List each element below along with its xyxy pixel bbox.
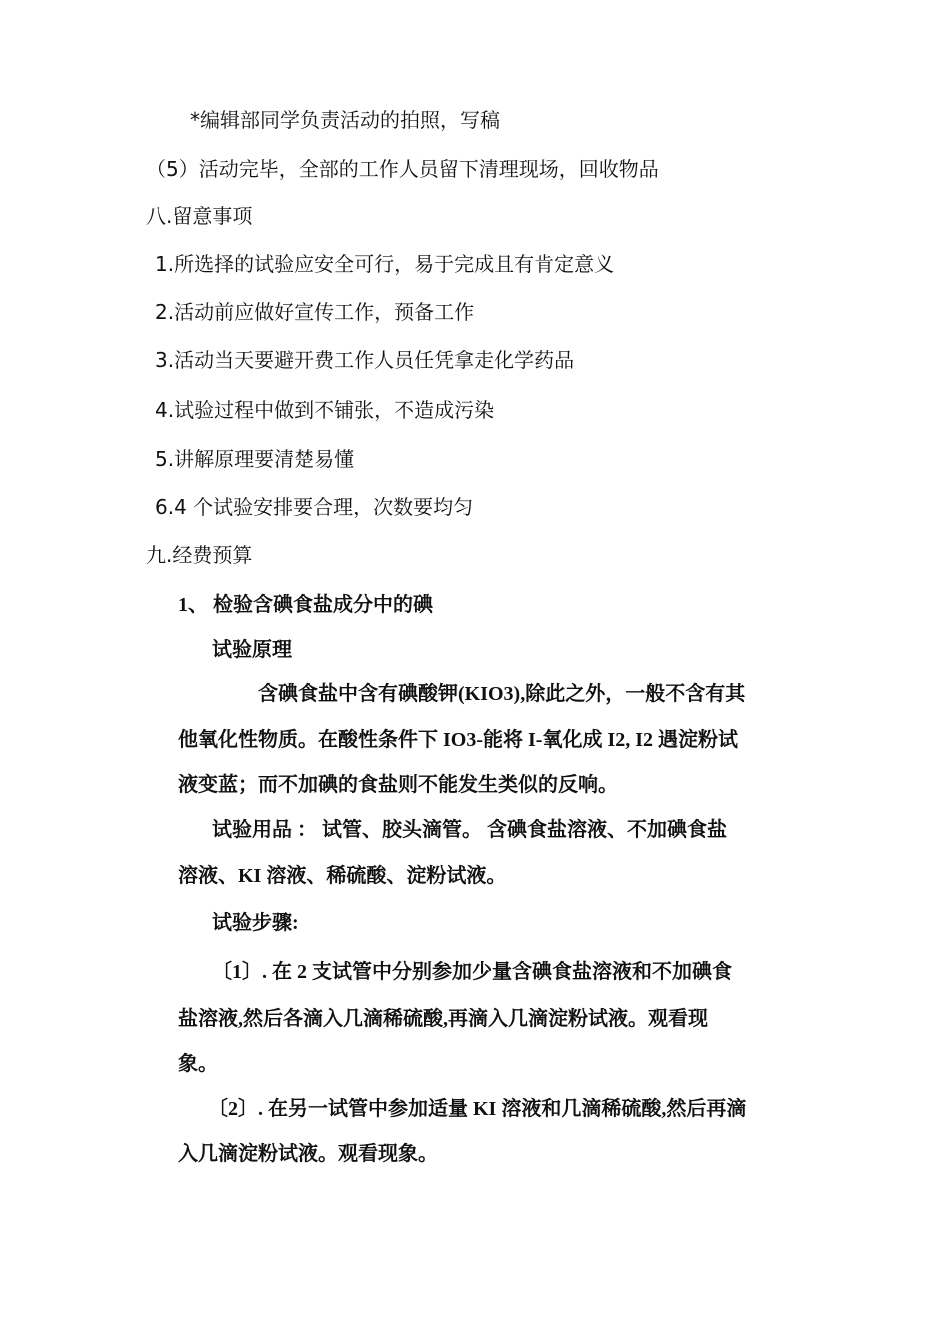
- step-5-cleanup: （5）活动完毕，全部的工作人员留下清理现场，回收物品: [146, 157, 659, 181]
- step-1-line-1: 〔1〕. 在 2 支试管中分别参加少量含碘食盐溶液和不加碘食: [212, 961, 732, 983]
- section-8-heading: 八.留意事项: [146, 204, 253, 228]
- step-2-line-1: 〔2〕. 在另一试管中参加适量 KI 溶液和几滴稀硫酸,然后再滴: [208, 1098, 747, 1120]
- editorial-note: *编辑部同学负责活动的拍照，写稿: [190, 108, 500, 132]
- principle-line-3: 液变蓝；而不加碘的食盐则不能发生类似的反响。: [178, 774, 618, 796]
- section-9-heading: 九.经费预算: [146, 543, 253, 567]
- notice-item-5: 5.讲解原理要清楚易懂: [155, 447, 355, 471]
- step-1-line-2: 盐溶液,然后各滴入几滴稀硫酸,再滴入几滴淀粉试液。观看现: [178, 1008, 708, 1030]
- notice-item-1: 1.所选择的试验应安全可行，易于完成且有肯定意义: [155, 252, 615, 276]
- step-2-line-2: 入几滴淀粉试液。观看现象。: [178, 1143, 438, 1165]
- principle-line-1: 含碘食盐中含有碘酸钾(KIO3),除此之外，一般不含有其: [258, 683, 746, 705]
- notice-item-6: 6.4 个试验安排要合理，次数要均匀: [155, 495, 474, 519]
- notice-item-4: 4.试验过程中做到不铺张，不造成污染: [155, 398, 495, 422]
- materials-line-1: 试验用品 ： 试管、胶头滴管。 含碘食盐溶液、不加碘食盐: [212, 819, 727, 841]
- materials-line-2: 溶液、KI 溶液、稀硫酸、淀粉试液。: [178, 865, 507, 887]
- experiment-title: 1、 检验含碘食盐成分中的碘: [178, 594, 433, 616]
- principle-label: 试验原理: [212, 639, 292, 661]
- step-1-line-3: 象。: [178, 1053, 218, 1075]
- notice-item-2: 2.活动前应做好宣传工作，预备工作: [155, 300, 475, 324]
- steps-label: 试验步骤:: [212, 912, 299, 934]
- principle-line-2: 他氧化性物质。在酸性条件下 IO3-能将 I-氧化成 I2, I2 遇淀粉试: [178, 729, 739, 751]
- notice-item-3: 3.活动当天要避开费工作人员任凭拿走化学药品: [155, 348, 575, 372]
